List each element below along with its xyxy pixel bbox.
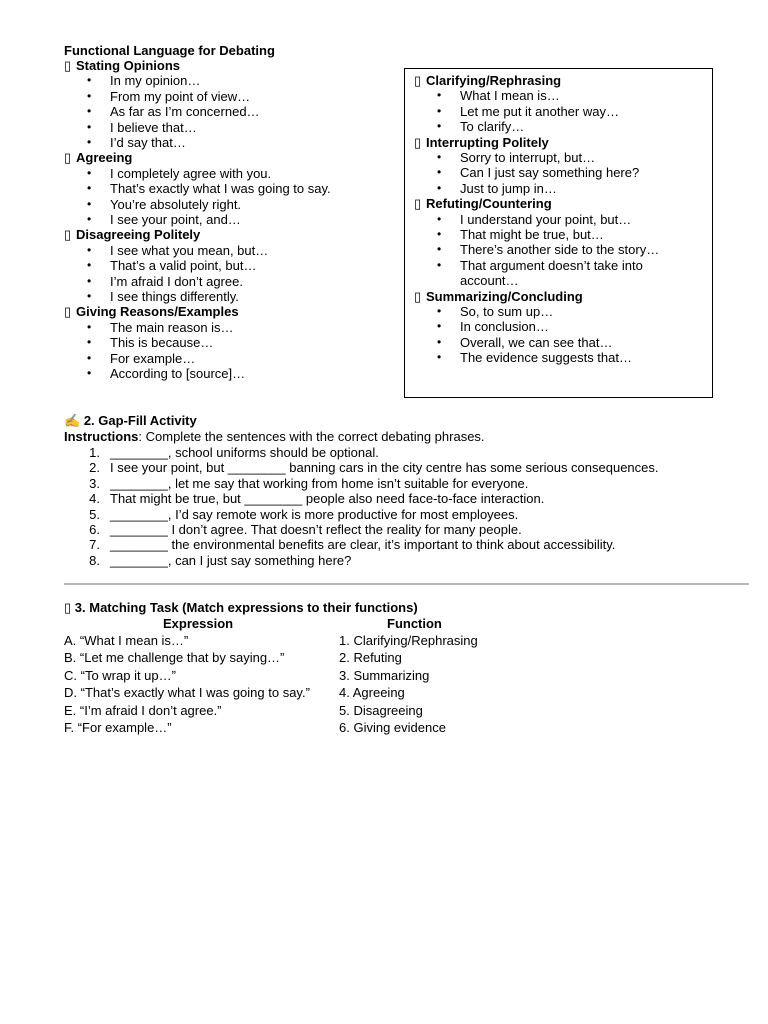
item-text: ________, let me say that working from home isn’t suitable for everyone. [110,475,529,491]
left-phrase-column [64,58,394,381]
item-number: 3. [89,475,100,491]
group-stating-opinions [64,58,394,150]
item-number: 5. [89,506,100,522]
list-item: • I see what you mean, but… [64,243,394,258]
list-item: • In my opinion… [64,73,394,88]
item-number: 4. [89,491,100,507]
list-item: • I completely agree with you. [64,166,394,181]
group-interrupting [414,135,709,197]
group-heading: Stating Opinions [76,58,180,73]
section-title: Functional Language for Debating [64,43,275,58]
expression-item: A. “What I mean is…” [64,633,189,648]
item-text: I see your point, but ________ banning cars in the city centre has some serious consequences. [110,460,659,476]
expression-item: B. “Let me challenge that by saying…” [64,650,285,666]
expression-item: F. “For example…” [64,720,172,735]
right-phrase-column [414,73,709,366]
group-heading: Interrupting Politely [426,134,549,150]
missing-glyph-icon: ▯ [64,58,72,73]
writing-hand-icon: ✍ [64,413,81,428]
function-column-header: Function [387,616,442,631]
list-item: • Sorry to interrupt, but… [414,150,709,165]
list-item: • You’re absolutely right. [64,197,394,212]
gap-item [64,553,754,568]
item-text: That might be true, but ________ people also need face-to-face interaction. [110,491,545,507]
matching-heading [64,600,418,616]
list-item: • As far as I’m concerned… [64,104,394,119]
list-item: • The evidence suggests that… [414,350,709,365]
list-item: • What I mean is… [414,88,709,103]
item-number: 7. [89,537,100,553]
list-item: • In conclusion… [414,319,709,334]
list-item: • There’s another side to the story… [414,242,709,257]
section-heading: 2. Gap-Fill Activity [83,413,197,428]
group-heading: Summarizing/Concluding [426,288,583,304]
group-heading: Clarifying/Rephrasing [426,73,562,88]
list-item: • I’d say that… [64,135,394,150]
section-heading: 3. Matching Task (Match expressions to their functions) [74,600,418,615]
list-item: • For example… [64,351,394,366]
item-number: 1. [89,445,100,460]
group-clarifying [414,73,709,135]
group-heading: Giving Reasons/Examples [76,304,239,320]
list-item: • Just to jump in… [414,181,709,196]
gap-item [64,445,754,460]
gap-item [64,460,754,475]
instructions-text: : Complete the sentences with the correct debating phrases. [138,429,485,444]
list-item: • Let me put it another way… [414,104,709,119]
list-item: • From my point of view… [64,89,394,104]
list-item: • That’s a valid point, but… [64,258,394,273]
list-item: • I’m afraid I don’t agree. [64,274,394,289]
list-item: • I see things differently. [64,289,394,304]
list-item: • I believe that… [64,120,394,135]
group-refuting [414,196,709,288]
function-item: 3. Summarizing [339,667,430,683]
item-text: ________ I don’t agree. That doesn’t reflect the reality for many people. [110,522,522,538]
missing-glyph-icon: ▯ [414,288,422,304]
item-number: 6. [89,522,100,538]
gap-item [64,476,754,491]
gap-item [64,522,754,537]
expression-item: D. “That’s exactly what I was going to say.” [64,685,310,701]
list-item: • Overall, we can see that… [414,335,709,350]
missing-glyph-icon: ▯ [64,600,72,615]
list-item: • Can I just say something here? [414,165,709,180]
function-item: 1. Clarifying/Rephrasing [339,633,478,648]
function-item: 4. Agreeing [339,685,405,701]
list-item: • The main reason is… [64,320,394,335]
function-item: 5. Disagreeing [339,702,423,718]
item-text: ________, I’d say remote work is more productive for most employees. [110,506,519,522]
list-item: • So, to sum up… [414,304,709,319]
list-item: • I understand your point, but… [414,212,709,227]
list-item: • To clarify… [414,119,709,134]
item-text: ________, school uniforms should be optional. [110,445,379,460]
group-disagreeing-politely [64,227,394,304]
item-number: 2. [89,460,100,476]
expression-item: C. “To wrap it up…” [64,667,176,683]
list-item: • That’s exactly what I was going to say. [64,181,394,196]
gap-item [64,507,754,522]
group-summarizing [414,289,709,366]
list-item: • That argument doesn’t take into account… [414,258,690,289]
function-item: 6. Giving evidence [339,720,446,735]
expression-column-header: Expression [163,616,234,631]
instructions-label: Instructions [64,429,139,444]
list-item: • According to [source]… [64,366,394,381]
function-item: 2. Refuting [339,650,402,666]
list-item: • That might be true, but… [414,227,709,242]
group-giving-reasons [64,304,394,381]
missing-glyph-icon: ▯ [414,196,422,212]
instructions [64,429,754,445]
gap-item [64,491,754,506]
list-item: • This is because… [64,335,394,350]
group-heading: Disagreeing Politely [76,227,201,243]
group-heading: Refuting/Countering [426,196,552,212]
missing-glyph-icon: ▯ [64,227,72,243]
group-heading: Agreeing [76,150,133,166]
missing-glyph-icon: ▯ [64,304,72,320]
missing-glyph-icon: ▯ [414,73,422,88]
item-text: ________, can I just say something here? [110,552,352,568]
section-divider [64,583,749,585]
group-agreeing [64,150,394,227]
missing-glyph-icon: ▯ [64,150,72,166]
expression-item: E. “I’m afraid I don’t agree.” [64,702,222,718]
gap-item [64,537,754,552]
list-item: • I see your point, and… [64,212,394,227]
item-text: ________ the environmental benefits are clear, it’s important to think about accessibility. [110,537,616,553]
item-number: 8. [89,552,100,568]
gap-fill-section [64,413,754,568]
missing-glyph-icon: ▯ [414,134,422,150]
